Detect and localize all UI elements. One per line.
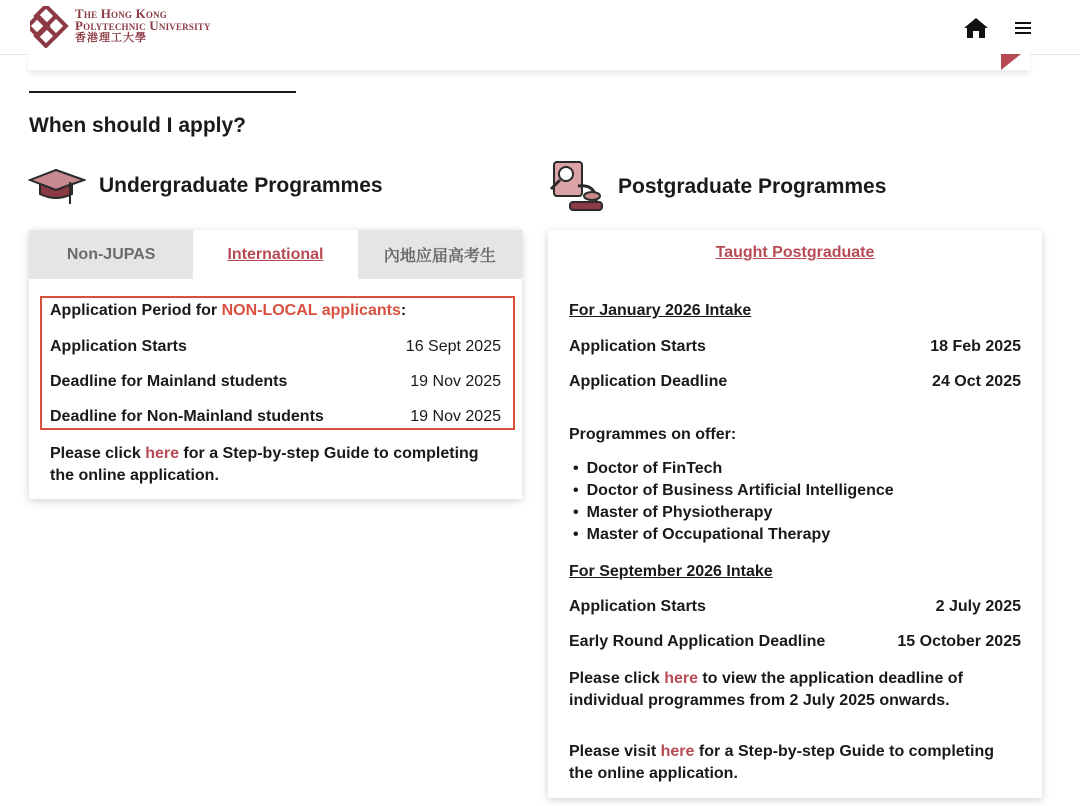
- visit-prefix: Please visit: [569, 743, 661, 760]
- pg-date-row: [569, 598, 1021, 616]
- microscope-icon: [548, 158, 606, 216]
- pg-row-label: Application Starts: [569, 598, 706, 615]
- ug-date-row: [50, 408, 501, 426]
- visit-suffix: for a Step-by-step Guide to completing the online application.: [569, 743, 994, 782]
- tab-taught-postgraduate[interactable]: Taught Postgraduate: [715, 244, 875, 261]
- deadline-info-text: [569, 668, 1021, 712]
- logo-line-3: 香港理工大學: [75, 32, 147, 44]
- deadline-link[interactable]: here: [664, 670, 698, 687]
- deadline-suffix: to view the application deadline of individual programmes from 2 July 2025 onwards.: [569, 670, 963, 709]
- undergraduate-title: Undergraduate Programmes: [99, 174, 383, 197]
- pg-guide-link[interactable]: here: [660, 743, 695, 760]
- section-divider: [29, 91, 296, 93]
- pg-row-label: Application Deadline: [569, 373, 728, 390]
- ug-row-label: Deadline for Mainland students: [50, 373, 288, 390]
- graduation-cap-icon: [28, 164, 86, 208]
- list-item: • Doctor of FinTech: [569, 458, 894, 480]
- home-icon[interactable]: [963, 16, 989, 40]
- ug-row-value: 16 Sept 2025: [405, 338, 501, 355]
- undergraduate-tabs: [29, 230, 522, 279]
- january-intake-heading: For January 2026 Intake: [569, 302, 752, 319]
- logo-line-1: The Hong Kong: [75, 6, 167, 21]
- ug-row-value: 19 Nov 2025: [410, 408, 501, 425]
- pg-date-row: [569, 373, 1021, 391]
- ug-row-label: Application Starts: [50, 338, 187, 355]
- pg-row-label: Early Round Application Deadline: [569, 633, 826, 650]
- period-prefix: Application Period for: [50, 302, 222, 319]
- pg-row-value: 15 October 2025: [897, 633, 1021, 650]
- site-header: [0, 0, 1080, 55]
- postgraduate-card: [548, 230, 1042, 798]
- pg-row-value: 2 July 2025: [935, 598, 1021, 615]
- pg-date-row: [569, 338, 1021, 356]
- deadline-prefix: Please click: [569, 670, 665, 687]
- application-period-label: [50, 302, 406, 320]
- pg-row-value: 24 Oct 2025: [932, 373, 1021, 390]
- ug-date-row: [50, 373, 501, 391]
- list-item: • Master of Physiotherapy: [569, 502, 894, 524]
- september-intake-heading: For September 2026 Intake: [569, 563, 773, 580]
- guide-prefix: Please click: [50, 445, 146, 462]
- previous-section-card: [28, 54, 1030, 70]
- university-name[interactable]: [75, 8, 211, 44]
- polyu-logo-icon[interactable]: [30, 6, 72, 48]
- tab-mainland-gaokao[interactable]: 內地应届高考生: [358, 230, 522, 279]
- guide-suffix: for a Step-by-step Guide to completing the online application.: [50, 445, 479, 484]
- list-item: • Doctor of Business Artificial Intelligence: [569, 480, 894, 502]
- ug-row-label: Deadline for Non-Mainland students: [50, 408, 324, 425]
- programmes-list: [569, 458, 894, 546]
- non-local-applicants-text: NON-LOCAL applicants: [221, 302, 401, 319]
- tab-non-jupas[interactable]: Non-JUPAS: [29, 230, 193, 279]
- pg-row-label: Application Starts: [569, 338, 706, 355]
- programmes-on-offer-label: Programmes on offer:: [569, 426, 737, 443]
- tab-international[interactable]: International: [193, 230, 357, 279]
- undergraduate-heading: [28, 164, 383, 208]
- list-item: • Master of Occupational Therapy: [569, 524, 894, 546]
- ug-guide-text: [50, 443, 501, 487]
- application-period-row: [50, 302, 501, 320]
- pg-guide-text: [569, 741, 1021, 785]
- ug-date-row: [50, 338, 501, 356]
- hamburger-menu-icon[interactable]: [1012, 18, 1034, 38]
- card-corner-decoration: [1001, 54, 1021, 70]
- section-title: When should I apply?: [29, 114, 246, 137]
- pg-row-value: 18 Feb 2025: [930, 338, 1021, 355]
- logo-line-2: Polytechnic University: [75, 18, 211, 33]
- postgraduate-title: Postgraduate Programmes: [618, 175, 887, 198]
- ug-guide-link[interactable]: here: [145, 445, 179, 462]
- postgraduate-heading: [548, 158, 886, 216]
- period-suffix: :: [400, 302, 407, 319]
- undergraduate-card: [29, 230, 522, 499]
- pg-date-row: [569, 633, 1021, 651]
- ug-row-value: 19 Nov 2025: [410, 373, 501, 390]
